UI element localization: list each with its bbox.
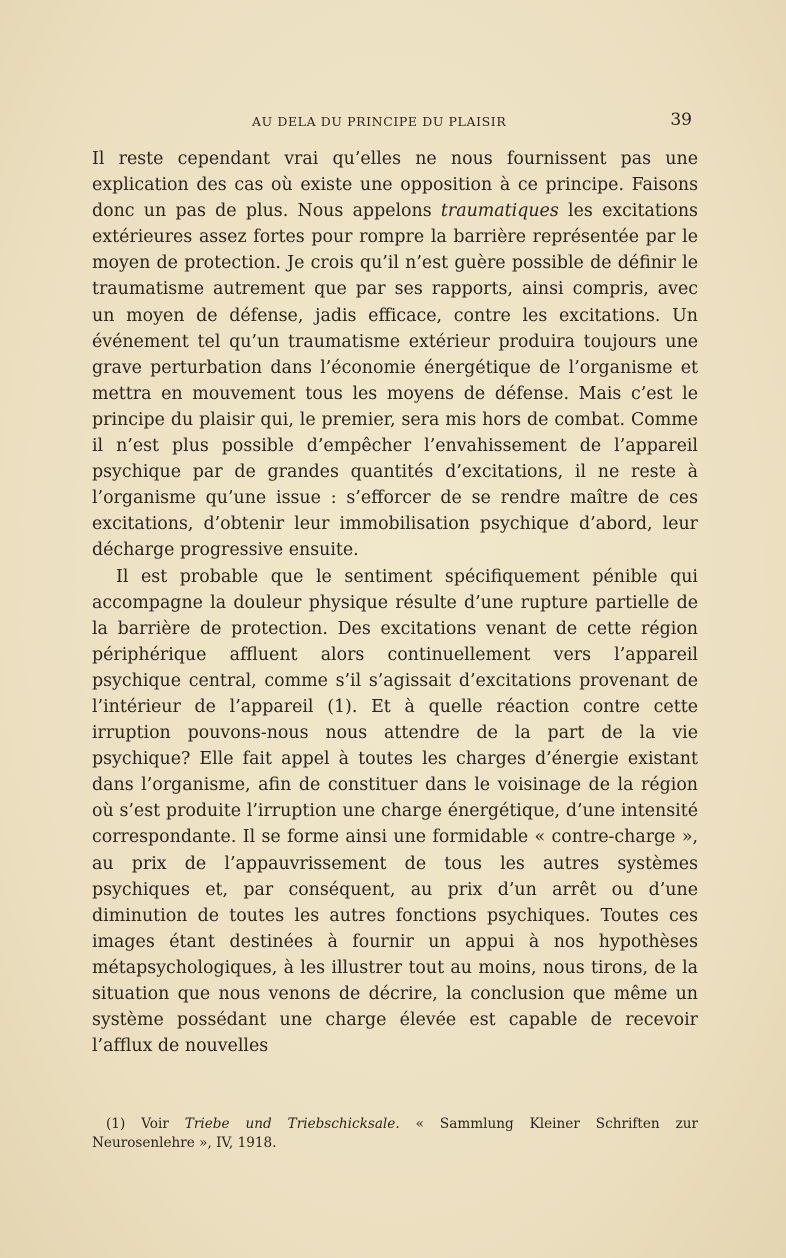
running-title: AU DELA DU PRINCIPE DU PLAISIR — [252, 114, 507, 129]
body-text — [92, 146, 698, 1059]
footnote-text: « Sammlung Kleiner Schriften zur Neurosenlehre », IV, 1918. — [92, 1116, 699, 1151]
emphasized-term: traumatiques — [440, 201, 559, 222]
paragraph-1-text-b: les excitations extérieures assez fortes pour rompre la barrière représentée par le moyen de protection. Je crois qu’il n’est guère possible de définir le traumatisme autrement que par ses rapports, ainsi compris, avec un moyen de défense, jadis efficace, contre les excitations. Un événement tel qu’un traumatisme extérieur produira toujours une grave perturbation dans l’économie énergétique de l’organisme et mettra en mouvement tous les moyens de défense. Mais c’est le principe du plaisir qui, le premier, sera mis hors de combat. Comme il n’est plus possible d’empêcher l’envahissement de l’appareil psychique par de grandes quantités d’excitations, il ne reste à l’organisme qu’une issue : s’efforcer de se rendre maître de ces excitations, d’obtenir leur immobilisation psychique d’abord, leur décharge progressive ensuite. — [92, 201, 698, 561]
footnote — [92, 1115, 698, 1153]
paragraph-2: Il est probable que le sentiment spécifiquement pénible qui accompagne la douleur physique résulte d’une rupture partielle de la barrière de protection. Des excitations venant de cette région périphérique affluent alors continuellement vers l’appareil psychique central, comme s’il s’agissait d’excitations provenant de l’intérieur de l’appareil (1). Et à quelle réaction contre cette irruption pouvons-nous nous attendre de la part de la vie psychique? Elle fait appel à toutes les charges d’énergie existant dans l’organisme, afin de constituer dans le voisinage de la région où s’est produite l’irruption une charge énergétique, d’une intensité correspondante. Il se forme ainsi une formidable « contre-charge », au prix de l’appauvrissement de tous les autres systèmes psychiques et, par conséquent, au prix d’un arrêt ou d’une diminution de toutes les autres fonctions psychiques. Toutes ces images étant destinées à fournir un appui à nos hypothèses métapsychologiques, à les illustrer tout au moins, nous tirons, de la situation que nous venons de décrire, la conclusion que même un système possédant une charge élevée est capable de recevoir l’afflux de nouvelles — [92, 566, 698, 1057]
paragraph-1-text-a: Il reste cependant vrai qu’elles ne nous fournissent pas une explication des cas où existe une opposition à ce principe. Faisons donc un pas de plus. Nous appelons — [92, 149, 698, 222]
footnote-cited-title: Triebe und Triebschicksale. — [184, 1116, 400, 1132]
footnote-marker: (1) Voir — [106, 1116, 185, 1132]
page-header — [92, 110, 692, 134]
paragraph-1 — [92, 146, 698, 564]
page-number: 39 — [670, 110, 692, 130]
